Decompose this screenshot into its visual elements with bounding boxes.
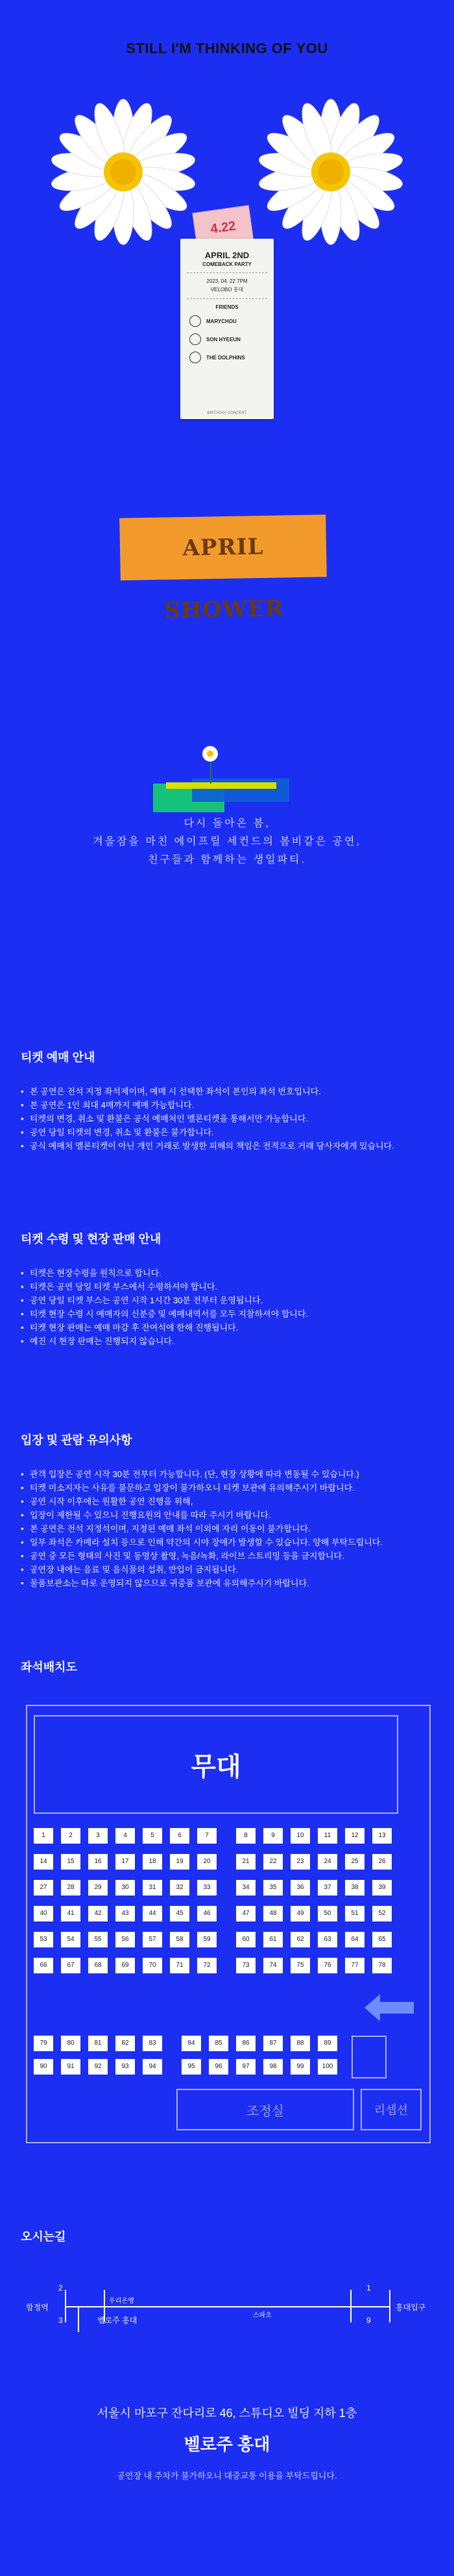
seat[interactable]: 16 bbox=[88, 1854, 108, 1870]
seat[interactable]: 14 bbox=[34, 1854, 53, 1870]
section-title-reservation: 티켓 예매 안내 bbox=[21, 1051, 95, 1064]
list-item: • 티켓은 공연 당일 티켓 부스에서 수령하셔야 합니다. bbox=[21, 1280, 436, 1294]
circle-icon bbox=[189, 352, 201, 363]
list-item: • 물품보관소는 따로 운영되지 않으므로 귀중품 보관에 유의해주시기 바랍니다. bbox=[21, 1576, 436, 1590]
seat[interactable]: 36 bbox=[291, 1880, 310, 1896]
seat[interactable]: 20 bbox=[197, 1854, 217, 1870]
section-title-directions: 오시는길 bbox=[21, 2230, 66, 2243]
control-room-label: 조정실 bbox=[246, 2104, 284, 2119]
ticket-footer: BIRTHDAY CONCERT bbox=[207, 411, 247, 415]
seat[interactable]: 42 bbox=[88, 1906, 108, 1921]
seat[interactable]: 73 bbox=[236, 1958, 256, 1973]
seat[interactable]: 57 bbox=[143, 1932, 162, 1947]
venue-marker: 벨로주 홍대 bbox=[97, 2316, 137, 2325]
list-item: • 예진 시 현장 판매는 진행되지 않습니다. bbox=[21, 1334, 436, 1348]
ticket-venue: VELOBO 홍대 bbox=[210, 287, 244, 293]
seat[interactable]: 54 bbox=[61, 1932, 80, 1947]
seat[interactable]: 97 bbox=[236, 2059, 256, 2075]
seat[interactable]: 78 bbox=[372, 1958, 392, 1973]
venue-name: 벨로주 홍대 bbox=[184, 2435, 270, 2454]
collage-image bbox=[153, 745, 292, 816]
seat[interactable]: 4 bbox=[115, 1828, 135, 1844]
daisy-left-image bbox=[49, 97, 198, 247]
seat[interactable]: 17 bbox=[115, 1854, 135, 1870]
ticket-time: 2023. 04. 22 7PM bbox=[206, 278, 248, 284]
seat[interactable]: 38 bbox=[345, 1880, 364, 1896]
seat[interactable]: 3 bbox=[88, 1828, 108, 1844]
exit-left-bottom: 3 bbox=[58, 2316, 63, 2325]
seat[interactable]: 26 bbox=[372, 1854, 392, 1870]
seat[interactable]: 84 bbox=[182, 2036, 201, 2051]
seat[interactable]: 52 bbox=[372, 1906, 392, 1921]
section-title-onsite: 티켓 수령 및 현장 판매 안내 bbox=[21, 1233, 161, 1246]
seat[interactable]: 53 bbox=[34, 1932, 53, 1947]
intro-line-3: 친구들과 함께하는 생일파티. bbox=[148, 854, 306, 865]
seat[interactable]: 91 bbox=[61, 2059, 80, 2075]
control-room bbox=[176, 2089, 354, 2130]
seat[interactable]: 55 bbox=[88, 1932, 108, 1947]
ticket-badge: 4.22 bbox=[209, 219, 237, 237]
seat[interactable]: 48 bbox=[263, 1906, 283, 1921]
seat[interactable]: 99 bbox=[291, 2059, 310, 2075]
ticket-friend: SON HYEEUN bbox=[189, 333, 265, 345]
seat[interactable]: 82 bbox=[115, 2036, 135, 2051]
seat[interactable]: 12 bbox=[345, 1828, 364, 1844]
left-station: 합정역 bbox=[26, 2303, 49, 2312]
seat[interactable]: 15 bbox=[61, 1854, 80, 1870]
seat[interactable]: 25 bbox=[345, 1854, 364, 1870]
seat[interactable]: 29 bbox=[88, 1880, 108, 1896]
list-item: • 티켓 현장 수령 시 예매자의 신분증 및 예매내역서를 모두 지참하셔야 합니다. bbox=[21, 1307, 436, 1321]
list-item: • 공연 중 모든 형태의 사진 및 동영상 촬영, 녹음/녹화, 라이브 스트리밍 등을 금지합니다. bbox=[21, 1549, 436, 1563]
stage bbox=[34, 1715, 398, 1814]
seat[interactable]: 70 bbox=[143, 1958, 162, 1973]
ticket-friends-label: FRIENDS bbox=[215, 304, 239, 310]
seat[interactable]: 90 bbox=[34, 2059, 53, 2075]
seat[interactable]: 23 bbox=[291, 1854, 310, 1870]
entrance-arrow-icon bbox=[364, 1994, 414, 2021]
intro-line-2: 겨울잠을 마친 에이프릴 세컨드의 봄비같은 공연, bbox=[93, 836, 361, 847]
seat[interactable]: 50 bbox=[318, 1906, 337, 1921]
address: 서울시 마포구 잔다리로 46, 스튜디오 빌딩 지하 1층 bbox=[97, 2407, 357, 2420]
stage-label: 무대 bbox=[191, 1752, 241, 1781]
list-item: • 본 공연은 전석 지정 좌석제이며, 예매 시 선택한 좌석이 본인의 좌석 번호입니다. bbox=[21, 1085, 436, 1098]
seat[interactable]: 27 bbox=[34, 1880, 53, 1896]
exit-right-top: 1 bbox=[366, 2283, 371, 2293]
seat[interactable]: 58 bbox=[170, 1932, 189, 1947]
ticket-friend: THE DOLPHINS bbox=[189, 352, 265, 363]
list-item: • 티켓의 변경, 취소 및 환불은 공식 예매처인 멜론티켓을 통해서만 가능합니다. bbox=[21, 1112, 436, 1125]
list-item: • 공연 당일 티켓 부스는 공연 시작 1시간 30분 전부터 운영됩니다. bbox=[21, 1294, 436, 1307]
seat[interactable]: 93 bbox=[115, 2059, 135, 2075]
list-item: • 공식 예매처 멜론티켓이 아닌 개인 거래로 발생한 피해의 책임은 전적으로 거래 당사자에게 있습니다. bbox=[21, 1139, 436, 1153]
seat[interactable]: 85 bbox=[209, 2036, 228, 2051]
reservation-list bbox=[21, 1085, 436, 1153]
daisy-right-image bbox=[256, 97, 405, 247]
seat[interactable]: 64 bbox=[345, 1932, 364, 1947]
reception bbox=[361, 2089, 422, 2130]
seat[interactable]: 72 bbox=[197, 1958, 217, 1973]
bank-label: 우리은행 bbox=[109, 2298, 134, 2305]
parking-note: 공연장 내 주차가 불가하오니 대중교통 이용을 부탁드립니다. bbox=[117, 2471, 337, 2481]
seat[interactable]: 37 bbox=[318, 1880, 337, 1896]
exit-right-bottom: 9 bbox=[366, 2316, 371, 2325]
seat[interactable]: 71 bbox=[170, 1958, 189, 1973]
side-box bbox=[352, 2036, 387, 2078]
seat[interactable]: 5 bbox=[143, 1828, 162, 1844]
seat[interactable]: 95 bbox=[182, 2059, 201, 2075]
seating-map bbox=[26, 1705, 431, 2143]
seat[interactable]: 7 bbox=[197, 1828, 217, 1844]
seat[interactable]: 21 bbox=[236, 1854, 256, 1870]
seat[interactable]: 61 bbox=[263, 1932, 283, 1947]
seat[interactable]: 76 bbox=[318, 1958, 337, 1973]
list-item: • 티켓 미소지자는 사유를 불문하고 입장이 불가하오니 티켓 보관에 유의해주시기 바랍니다. bbox=[21, 1481, 436, 1495]
seat[interactable]: 13 bbox=[372, 1828, 392, 1844]
seat[interactable]: 81 bbox=[88, 2036, 108, 2051]
seat[interactable]: 69 bbox=[115, 1958, 135, 1973]
ticket-date: APRIL 2ND bbox=[204, 250, 250, 260]
seat[interactable]: 98 bbox=[263, 2059, 283, 2075]
circle-icon bbox=[189, 315, 201, 327]
entry-list bbox=[21, 1467, 436, 1590]
seat[interactable]: 19 bbox=[170, 1854, 189, 1870]
seat[interactable]: 83 bbox=[143, 2036, 162, 2051]
list-item: • 본 공연은 전석 지정석이며, 지정된 예매 좌석 이외에 자리 이동이 불가합니다. bbox=[21, 1522, 436, 1535]
seat[interactable]: 75 bbox=[291, 1958, 310, 1973]
list-item: • 티켓은 현장수령을 원칙으로 합니다. bbox=[21, 1266, 436, 1280]
tape-label: APRIL SHOWER bbox=[164, 533, 285, 624]
seat[interactable]: 49 bbox=[291, 1906, 310, 1921]
circle-icon bbox=[189, 333, 201, 345]
seat[interactable]: 40 bbox=[34, 1906, 53, 1921]
seat[interactable]: 77 bbox=[345, 1958, 364, 1973]
seat[interactable]: 86 bbox=[236, 2036, 256, 2051]
ticket-card bbox=[180, 239, 274, 419]
list-item: • 공연장 내에는 음료 및 음식물의 섭취, 반입이 금지됩니다. bbox=[21, 1563, 436, 1576]
store-label: 스파오 bbox=[253, 2312, 272, 2319]
seat[interactable]: 44 bbox=[143, 1906, 162, 1921]
seat[interactable]: 87 bbox=[263, 2036, 283, 2051]
seat[interactable]: 63 bbox=[318, 1932, 337, 1947]
exit-left-top: 2 bbox=[58, 2283, 63, 2293]
seat[interactable]: 33 bbox=[197, 1880, 217, 1896]
seat[interactable]: 41 bbox=[61, 1906, 80, 1921]
seat[interactable]: 6 bbox=[170, 1828, 189, 1844]
seat[interactable]: 80 bbox=[61, 2036, 80, 2051]
seat[interactable]: 60 bbox=[236, 1932, 256, 1947]
seat[interactable]: 92 bbox=[88, 2059, 108, 2075]
seat[interactable]: 68 bbox=[88, 1958, 108, 1973]
list-item: • 관객 입장은 공연 시작 30분 전부터 가능합니다. (단, 현장 상황에 따라 변동될 수 있습니다.) bbox=[21, 1467, 436, 1481]
list-item: • 일부 좌석은 카메라 설치 등으로 인해 약간의 시야 장애가 발생할 수 있습니다. 양해 부탁드립니다. bbox=[21, 1535, 436, 1549]
list-item: • 입장이 제한될 수 있으니 진행요원의 안내를 따라 주시기 바랍니다. bbox=[21, 1508, 436, 1522]
seat[interactable]: 56 bbox=[115, 1932, 135, 1947]
seat[interactable]: 10 bbox=[291, 1828, 310, 1844]
seat[interactable]: 67 bbox=[61, 1958, 80, 1973]
page-title: STILL I'M THINKING OF YOU bbox=[126, 40, 328, 56]
seat[interactable]: 32 bbox=[170, 1880, 189, 1896]
seat[interactable]: 79 bbox=[34, 2036, 53, 2051]
seat[interactable]: 94 bbox=[143, 2059, 162, 2075]
seat[interactable]: 66 bbox=[34, 1958, 53, 1973]
onsite-list bbox=[21, 1266, 436, 1348]
intro-line-1: 다시 돌아온 봄, bbox=[184, 818, 270, 829]
seat[interactable]: 47 bbox=[236, 1906, 256, 1921]
ticket-friend: MARYCHOU bbox=[189, 315, 265, 327]
list-item: • 공연 시작 이후에는 원활한 공연 진행을 위해, bbox=[21, 1495, 436, 1508]
april-shower-tape bbox=[119, 514, 327, 624]
section-title-entry: 입장 및 관람 유의사항 bbox=[21, 1434, 132, 1447]
seat[interactable]: 28 bbox=[61, 1880, 80, 1896]
directions-map bbox=[26, 2283, 428, 2348]
seat[interactable]: 2 bbox=[61, 1828, 80, 1844]
list-item: • 공연 당일 티켓의 변경, 취소 및 환불은 불가합니다. bbox=[21, 1125, 436, 1139]
seat[interactable]: 22 bbox=[263, 1854, 283, 1870]
seat[interactable]: 24 bbox=[318, 1854, 337, 1870]
seat[interactable]: 31 bbox=[143, 1880, 162, 1896]
seat[interactable]: 43 bbox=[115, 1906, 135, 1921]
reception-label: 리셉션 bbox=[374, 2104, 409, 2117]
ticket-subtitle: COMEBACK PARTY bbox=[202, 261, 252, 267]
right-station: 홍대입구 bbox=[396, 2303, 426, 2312]
seat[interactable]: 51 bbox=[345, 1906, 364, 1921]
seat[interactable]: 88 bbox=[291, 2036, 310, 2051]
seat[interactable]: 35 bbox=[263, 1880, 283, 1896]
seat[interactable]: 65 bbox=[372, 1932, 392, 1947]
seat[interactable]: 11 bbox=[318, 1828, 337, 1844]
seat[interactable]: 30 bbox=[115, 1880, 135, 1896]
section-title-seating: 좌석배치도 bbox=[21, 1661, 77, 1674]
seat[interactable]: 9 bbox=[263, 1828, 283, 1844]
list-item: • 본 공연은 1인 최대 4매까지 예매 가능합니다. bbox=[21, 1098, 436, 1112]
list-item: • 티켓 현장 판매는 예매 마감 후 잔여석에 한해 진행됩니다. bbox=[21, 1321, 436, 1334]
seat[interactable]: 62 bbox=[291, 1932, 310, 1947]
seat[interactable]: 18 bbox=[143, 1854, 162, 1870]
seat[interactable]: 74 bbox=[263, 1958, 283, 1973]
seat[interactable]: 59 bbox=[197, 1932, 217, 1947]
seat[interactable]: 89 bbox=[318, 2036, 337, 2051]
seat[interactable]: 8 bbox=[236, 1828, 256, 1844]
seat[interactable]: 46 bbox=[197, 1906, 217, 1921]
seat[interactable]: 39 bbox=[372, 1880, 392, 1896]
seat[interactable]: 34 bbox=[236, 1880, 256, 1896]
seat[interactable]: 1 bbox=[34, 1828, 53, 1844]
seat[interactable]: 45 bbox=[170, 1906, 189, 1921]
seat[interactable]: 100 bbox=[318, 2059, 337, 2075]
seat[interactable]: 96 bbox=[209, 2059, 228, 2075]
